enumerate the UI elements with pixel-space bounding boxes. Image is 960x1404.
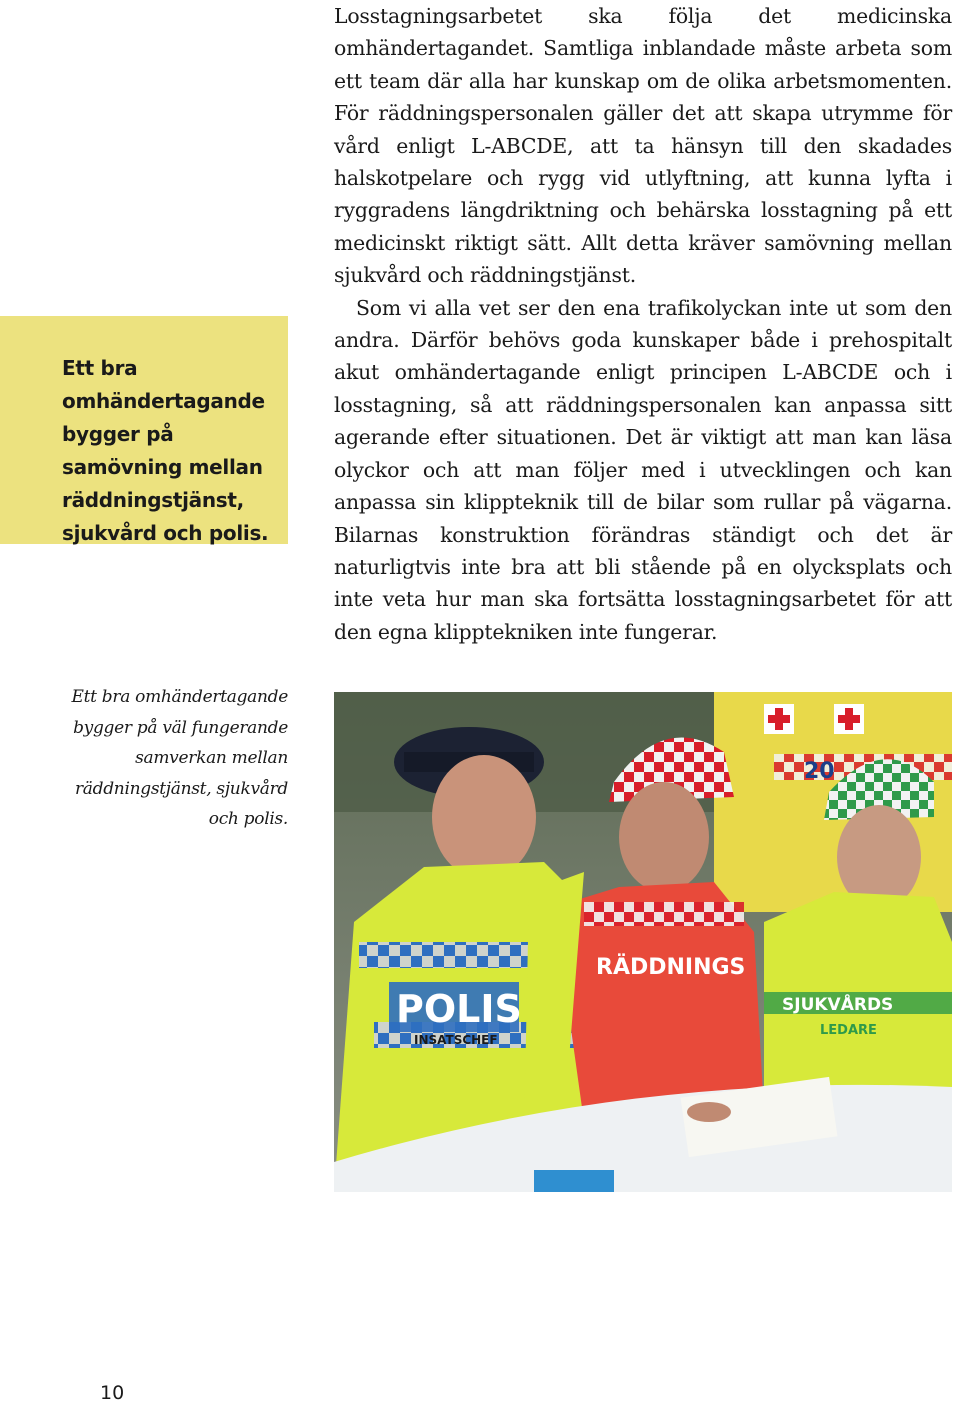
- vest-text-sjukvards: SJUKVÅRDS: [782, 995, 894, 1015]
- vest-subtext-insatschef: INSATSCHEF: [414, 1033, 498, 1047]
- body-text: [334, 0, 952, 648]
- photo-illustration: [334, 692, 952, 1192]
- pullquote-box: [0, 316, 288, 544]
- police-face: [432, 755, 536, 879]
- body-paragraph-1: Losstagningsarbetet ska följa det medicinska omhändertagandet. Samtliga inblandade måste arbeta som ett team där alla har kunskap om de olika arbetsmomenten. För räddningspersonalen gäller det att skapa utrymme för vård enligt L-ABCDE, att ta hänsyn till den skadades halskotpelare och rygg vid utlyftning, att kunna lyfta i ryggradens längdriktning och behärska losstagning på ett medicinskt riktigt sätt. Allt detta kräver samövning mellan sjukvård och räddningstjänst.: [334, 4, 952, 288]
- photo-rescue-team: [334, 692, 952, 1192]
- page-number: 10: [100, 1382, 125, 1404]
- vest-subtext-ledare: LEDARE: [820, 1023, 877, 1038]
- vehicle-number: 20: [804, 759, 835, 784]
- pullquote-text: Ett bra omhändertagande bygger på samövning mellan räddningstjänst, sjukvård och polis.: [62, 356, 269, 545]
- body-paragraph-2: Som vi alla vet ser den ena trafikolyckan inte ut som den andra. Därför behövs goda kunskaper både i prehospitalt akut omhändertagande enligt principen L-ABCDE och i losstagning, så att räddningspersonalen kan anpassa sitt agerande efter situationen. Det är viktigt att man kan läsa olyckor och att man följer med i utvecklingen och kan anpassa sin klippteknik till de bilar som rullar på vägarna. Bilarnas konstruktion förändras ständigt och det är naturligtvis inte bra att bli stående på en olycksplats och inte veta hur man ska fortsätta losstagningsarbetet för att den egna klipptekniken inte fungerar.: [334, 295, 952, 644]
- vest-text-polis: POLIS: [396, 987, 522, 1031]
- vest-text-raddnings: RÄDDNINGS: [596, 955, 746, 980]
- photo-caption: Ett bra omhändertagande bygger på väl fungerande samverkan mellan räddningstjänst, sjukvård och polis.: [71, 687, 288, 829]
- rescue-face: [619, 782, 709, 892]
